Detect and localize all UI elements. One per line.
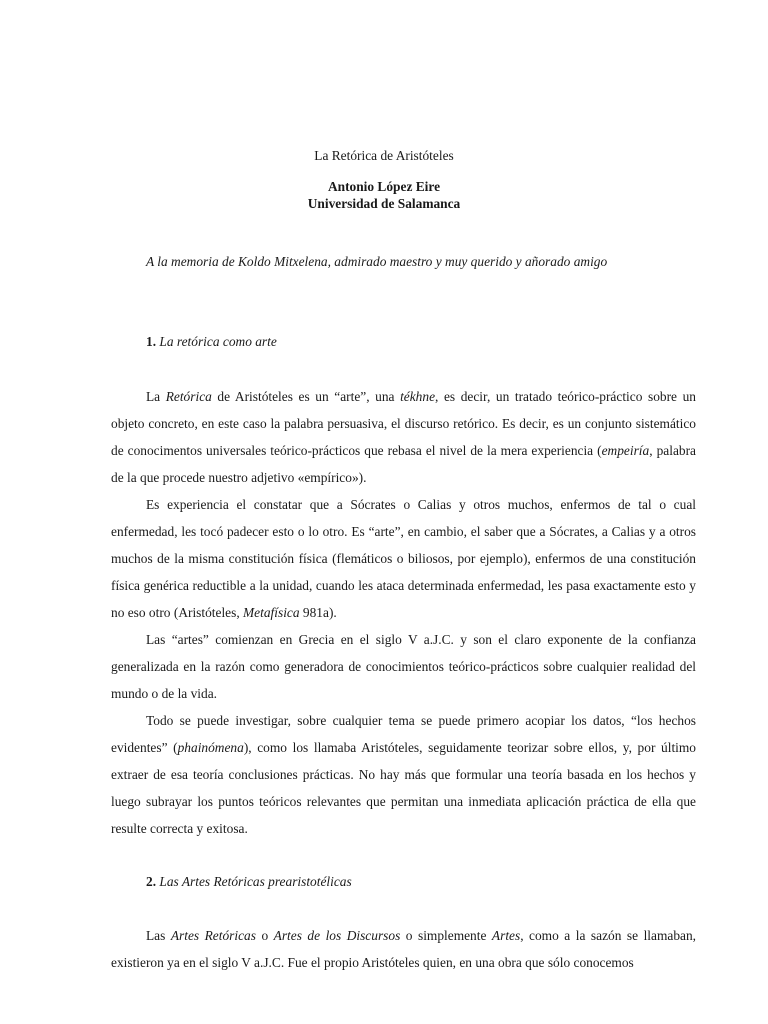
text-run: ), como los llamaba Aristóteles, seguidamente teorizar sobre ellos, y, por último extraer de esa teoría conclusiones prácticas. No hay más que formular una teoría basada en los hechos y luego subrayar los puntos teóricos relevantes que permitan una inmediata aplicación práctica de ella que resulte correcta y exitosa. [111,740,697,836]
section-heading-1 [146,334,277,350]
text-run: , palabra de la que procede nuestro adjetivo «empírico»). [111,443,696,485]
text-run: Es experiencia el constatar que a Sócrates o Calias y otros muchos, enfermos de tal o cual enfermedad, les tocó padecer esto o lo otro. Es “arte”, en cambio, el saber que a Sócrates, a Calias y a otros muchos de la misma constitución física (flemáticos o biliosos, por ejemplo), enfermos de una constitución física genérica reductible a la unidad, cuando les ataca determinada enfermedad, les pasa exactamente esto y no eso otro (Aristóteles, [111,497,696,620]
paragraph [111,922,696,976]
text-run: o [255,928,274,943]
author-affiliation: Universidad de Salamanca [307,196,461,211]
paragraph: Las “artes” comienzan en Grecia en el siglo V a.J.C. y son el claro exponente de la confianza generalizada en la razón como generadora de conocimientos teórico-prácticos sobre cualquier realidad del mundo o de la vida. [111,632,696,701]
text-run: , como a la sazón se llamaban, existieron ya en el siglo V a.J.C. Fue el propio Aristóteles quien, en una obra que sólo conocemos [111,928,696,970]
paragraph [111,707,696,842]
italic-run: phainómena [177,740,244,755]
section-heading-2 [146,874,352,890]
italic-run: Artes de los Discursos [273,928,401,943]
section-title: Las Artes Retóricas prearistotélicas [159,874,352,889]
paragraph [111,491,696,626]
italic-run: tékhne [400,389,436,404]
text-run: o simplemente [400,928,492,943]
text-run: La [146,389,166,404]
dedication: A la memoria de Koldo Mitxelena, admirado maestro y muy querido y añorado amigo [146,254,608,269]
italic-run: Artes Retóricas [170,928,256,943]
text-run: , es decir, un tratado teórico-práctico sobre un objeto concreto, en este caso la palabra persuasiva, el discurso retórico. Es decir, es un conjunto sistemático de conocimentos universales teórico-prácticos que rebasa el nivel de la mera experiencia ( [111,389,696,458]
text-run: Las [146,928,171,943]
text-run: 981a). [299,605,337,620]
section-number: 1. [146,334,157,349]
italic-run: Retórica [165,389,212,404]
document-title: La Retórica de Aristóteles [314,148,454,163]
text-run: Todo se puede investigar, sobre cualquier tema se puede primero acopiar los datos, “los hechos evidentes” ( [111,713,696,755]
italic-run: Artes [491,928,521,943]
paragraph [111,383,696,491]
italic-run: empeiría [601,443,650,458]
text-run: de Aristóteles es un “arte”, una [211,389,401,404]
italic-run: Metafísica [243,605,300,620]
section-number: 2. [146,874,157,889]
section-title: La retórica como arte [159,334,277,349]
author-name: Antonio López Eire [327,179,441,194]
